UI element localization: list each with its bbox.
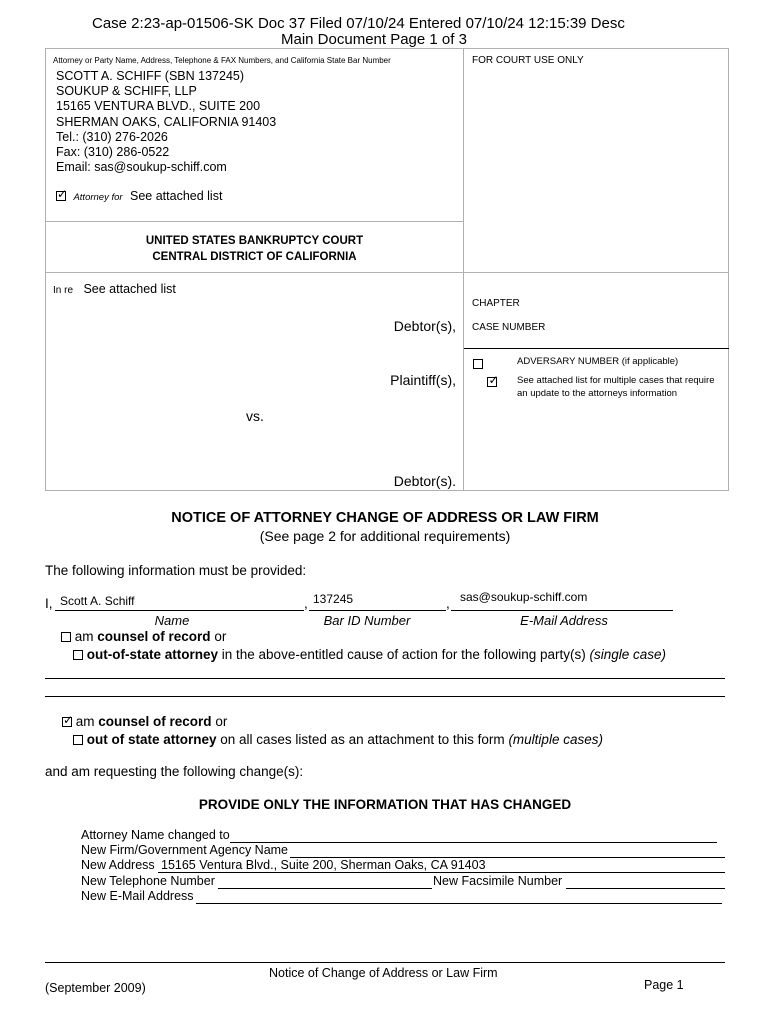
- debtors2-label: Debtor(s).: [393, 473, 456, 489]
- intro-text: The following information must be provided:: [45, 563, 307, 578]
- opt2-post: in the above-entitled cause of action for the following party(s): [218, 647, 590, 662]
- party-line-2[interactable]: [45, 696, 725, 697]
- new-address-field[interactable]: [158, 859, 725, 873]
- out-of-state-multiple-checkbox[interactable]: [73, 735, 83, 745]
- opt3-bold: counsel of record: [98, 714, 212, 729]
- new-firm-field[interactable]: [290, 844, 725, 858]
- name-caption: Name: [154, 613, 190, 628]
- email-caption: E-Mail Address: [520, 613, 608, 628]
- court-use-label: FOR COURT USE ONLY: [472, 55, 584, 66]
- new-fax-field[interactable]: [566, 875, 725, 889]
- caption-hline-3: [464, 348, 729, 349]
- opt4-bold: out of state attorney: [86, 732, 217, 747]
- email-value: sas@soukup-schiff.com: [460, 590, 588, 604]
- case-header-line1: Case 2:23-ap-01506-SK Doc 37 Filed 07/10/24 Entered 07/10/24 12:15:39 Desc: [92, 15, 625, 32]
- new-email-label: New E-Mail Address: [81, 889, 194, 903]
- field-comma: ,: [446, 596, 450, 611]
- option-counsel-single: [61, 629, 226, 644]
- name-field[interactable]: [55, 594, 304, 611]
- opt1-pre: am: [74, 629, 98, 644]
- option-out-of-state-single: [73, 647, 666, 662]
- opt1-post: or: [210, 629, 227, 644]
- opt3-pre: am: [75, 714, 99, 729]
- opt2-bold: out-of-state attorney: [86, 647, 219, 662]
- opt3-post: or: [211, 714, 228, 729]
- footer-revision-date: (September 2009): [45, 981, 146, 995]
- new-email-field[interactable]: [196, 890, 722, 904]
- notice-title: NOTICE OF ATTORNEY CHANGE OF ADDRESS OR LAW FIRM: [171, 510, 599, 526]
- notice-subtitle: (See page 2 for additional requirements): [259, 528, 511, 544]
- chapter-label: CHAPTER: [472, 298, 520, 309]
- provide-heading: PROVIDE ONLY THE INFORMATION THAT HAS CHANGED: [198, 797, 572, 812]
- attorney-line: SCOTT A. SCHIFF (SBN 137245): [56, 69, 245, 83]
- requesting-text: and am requesting the following change(s):: [45, 764, 304, 779]
- court-district: CENTRAL DISTRICT OF CALIFORNIA: [152, 251, 357, 263]
- i-label: I,: [45, 596, 53, 611]
- adversary-checkbox[interactable]: [473, 359, 483, 369]
- footer-rule: [45, 962, 725, 963]
- attorney-line: SOUKUP & SCHIFF, LLP: [56, 84, 197, 99]
- option-out-of-state-multiple: [73, 732, 603, 747]
- in-re-value: See attached list: [83, 282, 176, 296]
- vs-label: vs.: [246, 408, 264, 424]
- attorney-info-block: [56, 69, 276, 175]
- attached-list-checkbox[interactable]: [487, 377, 497, 387]
- in-re-row: [53, 280, 176, 298]
- new-address-value: 15165 Ventura Blvd., Suite 200, Sherman Oaks, CA 91403: [161, 858, 486, 872]
- bar-id-caption: Bar ID Number: [323, 613, 411, 628]
- attorney-for-label: Attorney for: [73, 192, 123, 203]
- adversary-label: ADVERSARY NUMBER (if applicable): [517, 356, 679, 367]
- in-re-label: In re: [53, 285, 74, 296]
- caption-divider: [463, 48, 464, 491]
- attorney-name-changed-label: Attorney Name changed to: [81, 828, 230, 842]
- opt4-italic: (multiple cases): [508, 732, 603, 747]
- attorney-for-checkbox[interactable]: [56, 191, 66, 201]
- case-number-label: CASE NUMBER: [472, 322, 546, 333]
- new-fax-label: New Facsimile Number: [433, 874, 563, 888]
- new-telephone-label: New Telephone Number: [81, 874, 215, 888]
- new-firm-label: New Firm/Government Agency Name: [81, 843, 289, 857]
- attached-list-note: [517, 374, 715, 400]
- attorney-for-value: See attached list: [130, 189, 223, 203]
- email-field[interactable]: [451, 590, 673, 611]
- attached-note-line: See attached list for multiple cases that require: [517, 375, 715, 386]
- bar-id-value: 137245: [313, 592, 354, 606]
- attorney-line: Email: sas@soukup-schiff.com: [56, 160, 227, 175]
- bar-id-field[interactable]: [309, 592, 446, 611]
- footer-page-number: Page 1: [644, 978, 684, 992]
- attorney-for-row: [56, 187, 222, 205]
- case-header-line2: Main Document Page 1 of 3: [281, 31, 467, 48]
- name-value: Scott A. Schiff: [60, 594, 135, 608]
- attorney-info-label: Attorney or Party Name, Address, Telephone & FAX Numbers, and California State Bar Number: [53, 56, 391, 65]
- footer-form-title: Notice of Change of Address or Law Firm: [269, 966, 498, 980]
- attorney-line: 15165 VENTURA BLVD., SUITE 200: [56, 99, 261, 114]
- plaintiffs-label: Plaintiff(s),: [390, 372, 456, 388]
- opt1-bold: counsel of record: [97, 629, 211, 644]
- attached-note-line: an update to the attorneys information: [517, 388, 678, 399]
- attorney-line: Tel.: (310) 276-2026: [56, 129, 168, 144]
- counsel-single-checkbox[interactable]: [61, 632, 71, 642]
- attorney-line: Fax: (310) 286-0522: [56, 145, 170, 160]
- court-name: UNITED STATES BANKRUPTCY COURT: [145, 235, 364, 247]
- debtors-label: Debtor(s),: [393, 318, 456, 334]
- party-line-1[interactable]: [45, 678, 725, 679]
- out-of-state-single-checkbox[interactable]: [73, 650, 83, 660]
- new-telephone-field[interactable]: [218, 875, 432, 889]
- new-address-label: New Address: [81, 858, 155, 872]
- caption-hline-2: [45, 272, 729, 273]
- attorney-line: SHERMAN OAKS, CALIFORNIA 91403: [56, 114, 277, 129]
- opt2-italic: (single case): [589, 647, 667, 662]
- caption-hline-1: [45, 221, 464, 222]
- option-counsel-multiple: [62, 714, 227, 729]
- opt4-post: on all cases listed as an attachment to this form: [216, 732, 509, 747]
- field-comma: ,: [304, 596, 308, 611]
- counsel-multiple-checkbox[interactable]: [62, 717, 72, 727]
- attorney-name-changed-field[interactable]: [230, 829, 717, 843]
